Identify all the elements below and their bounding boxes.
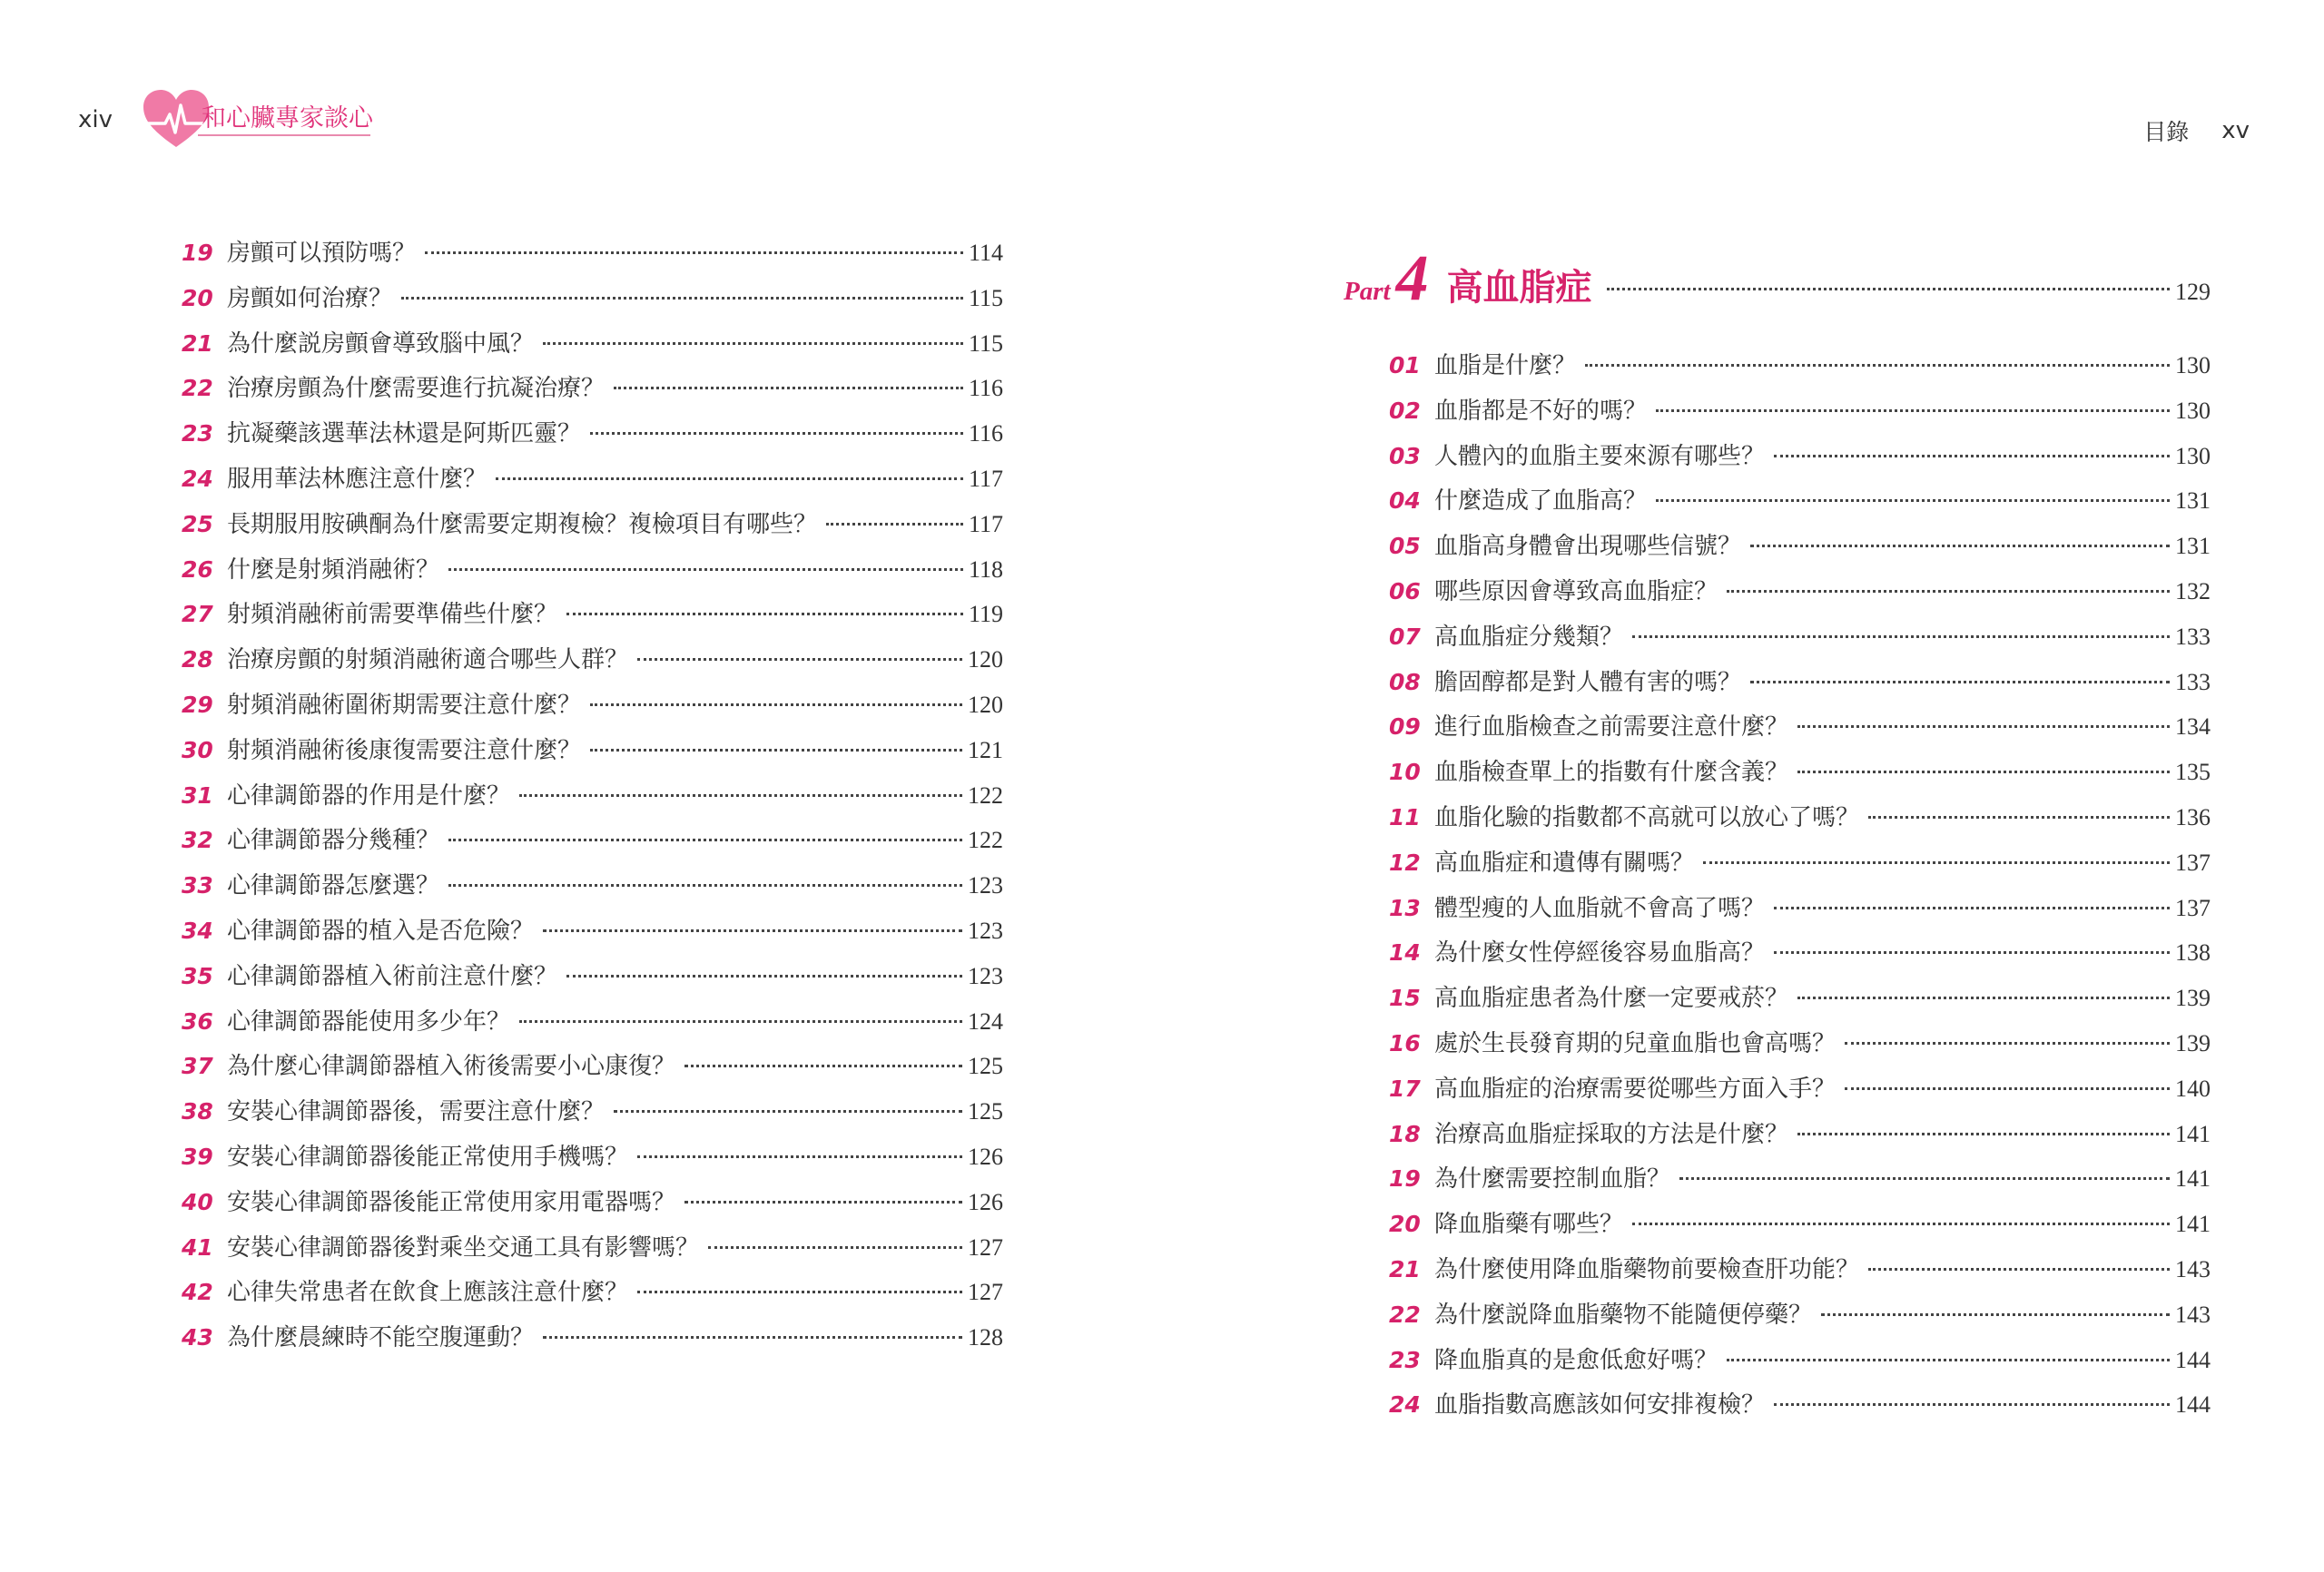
- dot-leader: [1607, 288, 2170, 290]
- entry-number: 38: [182, 1098, 213, 1125]
- entry-number: 28: [182, 646, 213, 673]
- entry-page: 130: [2175, 397, 2211, 424]
- entry-page: 137: [2175, 894, 2211, 921]
- entry-number: 39: [182, 1143, 213, 1170]
- toc-entry[interactable]: [182, 1273, 1003, 1319]
- toc-entry[interactable]: [182, 1138, 1003, 1184]
- toc-entry[interactable]: [1389, 347, 2211, 392]
- dot-leader: [1750, 681, 2170, 683]
- dot-leader: [1868, 816, 2170, 819]
- dot-leader: [684, 1201, 962, 1204]
- toc-entry[interactable]: [182, 460, 1003, 506]
- entry-number: 10: [1389, 759, 1421, 786]
- dot-leader: [1656, 499, 2170, 502]
- entry-page: 144: [2175, 1391, 2211, 1419]
- entry-page: 127: [968, 1233, 1003, 1261]
- toc-entry[interactable]: [1389, 979, 2211, 1025]
- entry-title: 治療高血脂症採取的方法是什麼？: [1434, 1120, 1789, 1148]
- entry-page: 143: [2175, 1301, 2211, 1328]
- dot-leader: [425, 251, 963, 254]
- book-title: 和心臟專家談心: [202, 104, 373, 133]
- dot-leader: [566, 975, 962, 978]
- entry-title: 心律調節器分幾種？: [227, 827, 440, 855]
- entry-page: 133: [2175, 668, 2211, 695]
- right-header: [2143, 98, 2250, 163]
- entry-page: 122: [968, 827, 1003, 854]
- dot-leader: [1703, 861, 2170, 864]
- toc-entry[interactable]: [182, 777, 1003, 822]
- entry-number: 15: [1389, 985, 1421, 1012]
- entry-number: 19: [1389, 1165, 1421, 1193]
- entry-number: 22: [1389, 1301, 1421, 1328]
- dot-leader: [1632, 635, 2170, 638]
- entry-page: 123: [968, 872, 1003, 899]
- dot-leader: [1774, 907, 2170, 909]
- entry-title: 什麼造成了血脂高？: [1434, 487, 1648, 516]
- dot-leader: [1797, 1133, 2170, 1135]
- entry-page: 124: [968, 1007, 1003, 1035]
- toc-list-left: [182, 234, 1003, 1364]
- logo-underline: [198, 134, 370, 136]
- book-logo: [140, 87, 403, 152]
- toc-entry[interactable]: [1389, 618, 2211, 663]
- entry-number: 02: [1389, 397, 1421, 424]
- entry-number: 37: [182, 1053, 213, 1080]
- entry-title: 安裝心律調節器後能正常使用手機嗎？: [227, 1143, 629, 1171]
- left-page-number: xiv: [78, 106, 113, 133]
- dot-leader: [1774, 455, 2170, 457]
- toc-entry[interactable]: [1389, 708, 2211, 753]
- entry-number: 20: [1389, 1211, 1421, 1238]
- entry-title: 治療房顫為什麼需要進行抗凝治療？: [227, 375, 606, 403]
- entry-number: 19: [182, 240, 213, 266]
- dot-leader: [1656, 409, 2170, 412]
- dot-leader: [1774, 1403, 2170, 1406]
- entry-number: 29: [182, 691, 213, 718]
- dot-leader: [1727, 1359, 2170, 1361]
- entry-title: 長期服用胺碘酮為什麼需要定期複檢？複檢項目有哪些？: [227, 510, 818, 538]
- entry-title: 射頻消融術圍術期需要注意什麼？: [227, 691, 582, 719]
- part-page: 129: [2175, 279, 2211, 305]
- entry-page: 140: [2175, 1075, 2211, 1102]
- entry-title: 血脂檢查單上的指數有什麼含義？: [1434, 759, 1789, 787]
- entry-number: 35: [182, 962, 213, 989]
- toc-entry[interactable]: [1389, 482, 2211, 527]
- left-header: [78, 87, 403, 152]
- dot-leader: [1797, 771, 2170, 773]
- entry-title: 血脂都是不好的嗎？: [1434, 397, 1648, 425]
- toc-entry[interactable]: [182, 1047, 1003, 1093]
- entry-number: 23: [182, 420, 213, 447]
- toc-entry[interactable]: [182, 686, 1003, 732]
- toc-entry[interactable]: [182, 1319, 1003, 1364]
- entry-number: 20: [182, 284, 213, 311]
- entry-page: 130: [2175, 442, 2211, 469]
- toc-entry[interactable]: [1389, 1160, 2211, 1205]
- entry-title: 膽固醇都是對人體有害的嗎？: [1434, 668, 1742, 696]
- toc-entry[interactable]: [182, 867, 1003, 912]
- dot-leader: [519, 794, 962, 797]
- entry-page: 116: [968, 420, 1003, 447]
- entry-page: 126: [968, 1188, 1003, 1215]
- dot-leader: [1845, 1087, 2170, 1090]
- entry-page: 120: [968, 646, 1003, 673]
- dot-leader: [543, 342, 963, 345]
- entry-title: 為什麼使用降血脂藥物前要檢查肝功能？: [1434, 1255, 1860, 1283]
- toc-entry[interactable]: [182, 958, 1003, 1003]
- entry-title: 血脂是什麼？: [1434, 352, 1577, 379]
- dot-leader: [1774, 951, 2170, 954]
- entry-page: 139: [2175, 985, 2211, 1012]
- entry-page: 133: [2175, 623, 2211, 650]
- entry-title: 心律失常患者在飲食上應該注意什麼？: [227, 1279, 629, 1307]
- entry-number: 01: [1389, 352, 1421, 378]
- toc-entry[interactable]: [1389, 1251, 2211, 1296]
- entry-title: 心律調節器的植入是否危險？: [227, 917, 535, 945]
- entry-title: 人體內的血脂主要來源有哪些？: [1434, 442, 1766, 470]
- entry-page: 120: [968, 691, 1003, 718]
- entry-number: 05: [1389, 533, 1421, 560]
- entry-title: 哪些原因會導致高血脂症？: [1434, 577, 1718, 605]
- toc-entry[interactable]: [182, 595, 1003, 641]
- entry-number: 11: [1389, 803, 1421, 830]
- entry-page: 135: [2175, 759, 2211, 786]
- entry-page: 117: [968, 465, 1003, 492]
- toc-list-right: [1389, 347, 2211, 1431]
- dot-leader: [826, 523, 963, 526]
- dot-leader: [1845, 1042, 2170, 1045]
- entry-page: 118: [968, 555, 1003, 583]
- dot-leader: [448, 839, 962, 841]
- entry-page: 139: [2175, 1029, 2211, 1056]
- entry-title: 房顫如何治療？: [227, 284, 393, 312]
- entry-number: 16: [1389, 1029, 1421, 1056]
- part-heading[interactable]: [1344, 241, 2211, 318]
- toc-entry[interactable]: [1389, 573, 2211, 618]
- toc-entry[interactable]: [1389, 1070, 2211, 1115]
- entry-title: 射頻消融術前需要準備些什麼？: [227, 601, 558, 629]
- entry-title: 處於生長發育期的兒童血脂也會高嗎？: [1434, 1029, 1837, 1057]
- entry-number: 14: [1389, 939, 1421, 967]
- dot-leader: [1868, 1268, 2170, 1271]
- entry-page: 128: [968, 1324, 1003, 1351]
- entry-page: 131: [2175, 533, 2211, 560]
- entry-number: 36: [182, 1007, 213, 1035]
- entry-number: 07: [1389, 623, 1421, 650]
- entry-title: 為什麼女性停經後容易血脂高？: [1434, 939, 1766, 968]
- toc-entry[interactable]: [1389, 1115, 2211, 1161]
- entry-number: 03: [1389, 442, 1421, 469]
- dot-leader: [519, 1020, 962, 1023]
- entry-title: 心律調節器植入術前注意什麼？: [227, 962, 558, 990]
- entry-number: 30: [182, 736, 213, 763]
- entry-number: 34: [182, 917, 213, 944]
- entry-title: 降血脂藥有哪些？: [1434, 1211, 1624, 1239]
- entry-page: 141: [2175, 1120, 2211, 1147]
- toc-entry[interactable]: [182, 325, 1003, 370]
- dot-leader: [401, 297, 963, 300]
- toc-entry[interactable]: [182, 1003, 1003, 1048]
- entry-title: 高血脂症分幾類？: [1434, 623, 1624, 651]
- entry-title: 降血脂真的是愈低愈好嗎？: [1434, 1346, 1718, 1374]
- entry-page: 141: [2175, 1211, 2211, 1238]
- entry-title: 血脂指數高應該如何安排複檢？: [1434, 1391, 1766, 1420]
- entry-title: 高血脂症和遺傳有關嗎？: [1434, 849, 1695, 877]
- dot-leader: [614, 387, 963, 389]
- entry-title: 服用華法林應注意什麼？: [227, 465, 487, 493]
- dot-leader: [590, 749, 962, 752]
- entry-title: 高血脂症患者為什麼一定要戒菸？: [1434, 985, 1789, 1013]
- toc-entry[interactable]: [1389, 934, 2211, 979]
- entry-page: 123: [968, 962, 1003, 989]
- dot-leader: [448, 884, 962, 887]
- dot-leader: [496, 477, 963, 480]
- entry-page: 116: [968, 375, 1003, 402]
- entry-number: 13: [1389, 894, 1421, 921]
- entry-number: 41: [182, 1233, 213, 1261]
- part-number: 4: [1395, 241, 1429, 314]
- entry-title: 為什麼心律調節器植入術後需要小心康復？: [227, 1053, 676, 1081]
- entry-page: 138: [2175, 939, 2211, 967]
- entry-number: 43: [182, 1324, 213, 1351]
- entry-page: 132: [2175, 577, 2211, 604]
- entry-page: 125: [968, 1098, 1003, 1125]
- entry-number: 08: [1389, 668, 1421, 695]
- dot-leader: [448, 568, 963, 571]
- entry-number: 33: [182, 872, 213, 899]
- entry-title: 安裝心律調節器後，需要注意什麼？: [227, 1098, 606, 1126]
- toc-entry[interactable]: [182, 1229, 1003, 1274]
- entry-number: 21: [182, 329, 213, 357]
- dot-leader: [1797, 997, 2170, 999]
- dot-leader: [1585, 364, 2170, 367]
- entry-title: 為什麼説房顫會導致腦中風？: [227, 329, 535, 358]
- entry-title: 什麼是射頻消融術？: [227, 555, 440, 584]
- entry-number: 04: [1389, 487, 1421, 515]
- entry-number: 18: [1389, 1120, 1421, 1147]
- entry-number: 32: [182, 827, 213, 854]
- entry-number: 21: [1389, 1255, 1421, 1282]
- toc-entry[interactable]: [1389, 527, 2211, 573]
- entry-page: 126: [968, 1143, 1003, 1170]
- toc-entry[interactable]: [182, 732, 1003, 777]
- toc-entry[interactable]: [1389, 753, 2211, 799]
- toc-entry[interactable]: [1389, 799, 2211, 844]
- toc-entry[interactable]: [182, 1184, 1003, 1229]
- part-title: 高血脂症: [1446, 267, 1592, 309]
- toc-entry[interactable]: [1389, 437, 2211, 483]
- entry-page: 125: [968, 1053, 1003, 1080]
- entry-page: 144: [2175, 1346, 2211, 1373]
- entry-title: 血脂高身體會出現哪些信號？: [1434, 533, 1742, 561]
- dot-leader: [543, 929, 962, 932]
- entry-page: 143: [2175, 1255, 2211, 1282]
- entry-title: 體型瘦的人血脂就不會高了嗎？: [1434, 894, 1766, 922]
- entry-page: 115: [968, 284, 1003, 311]
- entry-number: 42: [182, 1279, 213, 1306]
- entry-page: 131: [2175, 487, 2211, 515]
- toc-entry[interactable]: [1389, 663, 2211, 709]
- entry-number: 27: [182, 601, 213, 628]
- entry-number: 40: [182, 1188, 213, 1215]
- entry-number: 24: [1389, 1391, 1421, 1419]
- dot-leader: [1797, 725, 2170, 728]
- entry-page: 123: [968, 917, 1003, 944]
- section-title: 目錄: [2143, 119, 2190, 145]
- dot-leader: [684, 1065, 962, 1067]
- entry-number: 06: [1389, 577, 1421, 604]
- dot-leader: [1632, 1223, 2170, 1225]
- toc-entry[interactable]: [1389, 1025, 2211, 1070]
- entry-page: 136: [2175, 803, 2211, 830]
- entry-title: 安裝心律調節器後對乘坐交通工具有影響嗎？: [227, 1233, 700, 1262]
- toc-entry[interactable]: [182, 912, 1003, 958]
- entry-number: 24: [182, 465, 213, 492]
- entry-number: 31: [182, 781, 213, 809]
- entry-title: 為什麼需要控制血脂？: [1434, 1165, 1671, 1194]
- entry-page: 137: [2175, 849, 2211, 876]
- toc-entry[interactable]: [182, 415, 1003, 460]
- entry-title: 安裝心律調節器後能正常使用家用電器嗎？: [227, 1188, 676, 1216]
- dot-leader: [1750, 545, 2170, 547]
- entry-page: 114: [968, 240, 1003, 266]
- entry-page: 122: [968, 781, 1003, 809]
- entry-title: 心律調節器的作用是什麼？: [227, 781, 511, 810]
- entry-title: 為什麼説降血脂藥物不能隨便停藥？: [1434, 1301, 1813, 1329]
- dot-leader: [614, 1110, 962, 1113]
- entry-number: 09: [1389, 713, 1421, 741]
- entry-title: 為什麼晨練時不能空腹運動？: [227, 1324, 535, 1352]
- dot-leader: [566, 613, 963, 615]
- toc-entry[interactable]: [182, 506, 1003, 551]
- entry-title: 射頻消融術後康復需要注意什麼？: [227, 736, 582, 764]
- entry-number: 26: [182, 555, 213, 583]
- dot-leader: [637, 658, 962, 661]
- entry-number: 25: [182, 510, 213, 537]
- toc-entry[interactable]: [182, 369, 1003, 415]
- toc-entry[interactable]: [182, 641, 1003, 686]
- entry-page: 119: [968, 601, 1003, 628]
- dot-leader: [637, 1291, 962, 1293]
- toc-entry[interactable]: [1389, 1341, 2211, 1387]
- toc-entry[interactable]: [182, 821, 1003, 867]
- entry-title: 進行血脂檢查之前需要注意什麼？: [1434, 713, 1789, 742]
- entry-page: 127: [968, 1279, 1003, 1306]
- dot-leader: [708, 1246, 962, 1249]
- dot-leader: [1679, 1177, 2170, 1180]
- toc-entry[interactable]: [1389, 844, 2211, 889]
- toc-entry[interactable]: [1389, 392, 2211, 437]
- entry-page: 117: [968, 510, 1003, 537]
- dot-leader: [637, 1155, 962, 1158]
- entry-page: 115: [968, 329, 1003, 357]
- entry-title: 高血脂症的治療需要從哪些方面入手？: [1434, 1075, 1837, 1103]
- toc-entry[interactable]: [182, 1093, 1003, 1138]
- entry-title: 抗凝藥該選華法林還是阿斯匹靈？: [227, 420, 582, 448]
- toc-entry[interactable]: [1389, 889, 2211, 935]
- toc-entry[interactable]: [182, 551, 1003, 596]
- toc-entry[interactable]: [182, 280, 1003, 325]
- entry-number: 23: [1389, 1346, 1421, 1373]
- entry-number: 22: [182, 375, 213, 402]
- entry-title: 房顫可以預防嗎？: [227, 240, 417, 267]
- dot-leader: [1727, 590, 2170, 593]
- dot-leader: [1821, 1313, 2170, 1316]
- entry-page: 141: [2175, 1165, 2211, 1193]
- toc-entry[interactable]: [1389, 1296, 2211, 1341]
- entry-title: 心律調節器能使用多少年？: [227, 1007, 511, 1036]
- right-page-number: xv: [2221, 117, 2250, 144]
- entry-title: 心律調節器怎麼選？: [227, 872, 440, 900]
- toc-entry[interactable]: [1389, 1205, 2211, 1251]
- entry-number: 17: [1389, 1075, 1421, 1102]
- toc-entry[interactable]: [182, 234, 1003, 280]
- entry-title: 治療房顫的射頻消融術適合哪些人群？: [227, 646, 629, 674]
- entry-title: 血脂化驗的指數都不高就可以放心了嗎？: [1434, 803, 1860, 831]
- entry-page: 130: [2175, 352, 2211, 378]
- dot-leader: [590, 432, 963, 435]
- entry-number: 12: [1389, 849, 1421, 876]
- entry-page: 134: [2175, 713, 2211, 741]
- dot-leader: [590, 703, 962, 706]
- toc-entry[interactable]: [1389, 1386, 2211, 1431]
- dot-leader: [543, 1336, 962, 1339]
- entry-page: 121: [968, 736, 1003, 763]
- part-label: Part: [1344, 277, 1391, 306]
